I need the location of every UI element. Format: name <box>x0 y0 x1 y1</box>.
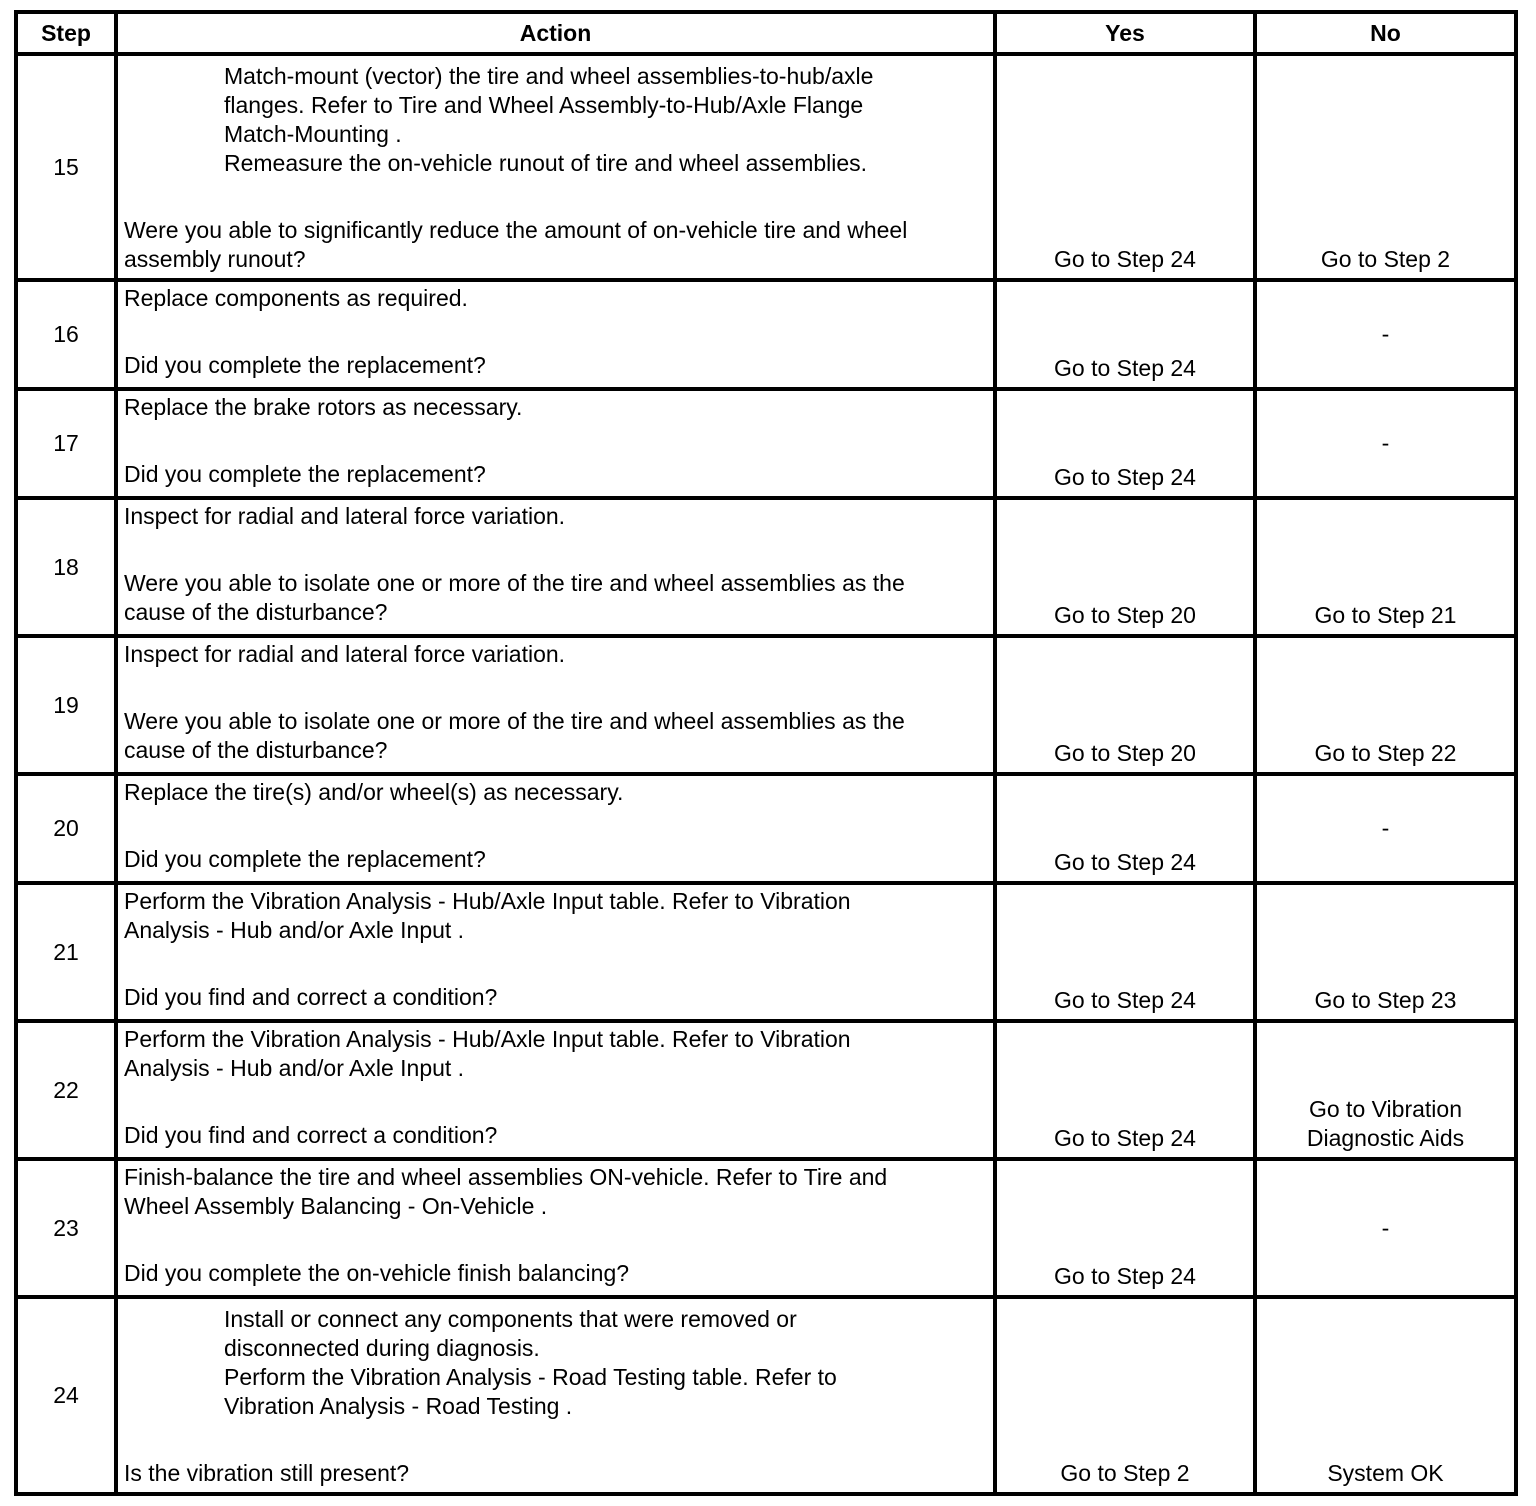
step-number: 19 <box>16 636 116 774</box>
question-line: Did you complete the replacement? <box>124 846 486 872</box>
action-line: Inspect for radial and lateral force variation. <box>124 641 566 667</box>
action-line: Match-Mounting . <box>224 121 402 147</box>
table-row <box>16 636 1516 774</box>
action-cell <box>116 1021 995 1159</box>
action-line: Analysis - Hub and/or Axle Input . <box>124 917 465 943</box>
action-line: Install or connect any components that were removed or <box>224 1306 797 1332</box>
yes-cell: Go to Step 24 <box>995 1159 1255 1297</box>
step-number: 24 <box>16 1297 116 1494</box>
step-number: 23 <box>16 1159 116 1297</box>
action-cell <box>116 1159 995 1297</box>
action-line: Wheel Assembly Balancing - On-Vehicle . <box>124 1193 548 1219</box>
table-row <box>16 1021 1516 1159</box>
yes-cell: Go to Step 20 <box>995 636 1255 774</box>
table-row <box>16 883 1516 1021</box>
yes-cell: Go to Step 24 <box>995 883 1255 1021</box>
yes-cell: Go to Step 20 <box>995 498 1255 636</box>
step-number: 20 <box>16 774 116 883</box>
yes-cell: Go to Step 24 <box>995 1021 1255 1159</box>
action-line: Replace the brake rotors as necessary. <box>124 394 523 420</box>
question-line: Did you find and correct a condition? <box>124 1122 498 1148</box>
yes-cell: Go to Step 2 <box>995 1297 1255 1494</box>
action-line: Perform the Vibration Analysis - Hub/Axle Input table. Refer to Vibration <box>124 1026 851 1052</box>
no-cell <box>1255 1021 1516 1159</box>
action-cell <box>116 636 995 774</box>
action-cell <box>116 1297 995 1494</box>
question-line: Is the vibration still present? <box>124 1460 410 1486</box>
no-cell: - <box>1255 280 1516 389</box>
action-indented-block <box>124 1305 987 1421</box>
header-step: Step <box>16 12 116 54</box>
action-cell <box>116 883 995 1021</box>
action-cell <box>116 498 995 636</box>
table-row <box>16 498 1516 636</box>
action-line: Analysis - Hub and/or Axle Input . <box>124 1055 465 1081</box>
question-line: Were you able to isolate one or more of the tire and wheel assemblies as the <box>124 708 905 734</box>
action-line: Inspect for radial and lateral force variation. <box>124 503 566 529</box>
step-number: 18 <box>16 498 116 636</box>
question-line: Were you able to isolate one or more of the tire and wheel assemblies as the <box>124 570 905 596</box>
no-cell: Go to Step 23 <box>1255 883 1516 1021</box>
step-number: 17 <box>16 389 116 498</box>
action-line: Replace the tire(s) and/or wheel(s) as necessary. <box>124 779 624 805</box>
action-line: disconnected during diagnosis. <box>224 1335 540 1361</box>
table-row <box>16 280 1516 389</box>
header-action: Action <box>116 12 995 54</box>
yes-cell: Go to Step 24 <box>995 280 1255 389</box>
yes-cell: Go to Step 24 <box>995 54 1255 280</box>
no-line: Diagnostic Aids <box>1306 1125 1465 1151</box>
question-line: assembly runout? <box>124 246 306 272</box>
question-line: Did you complete the replacement? <box>124 461 486 487</box>
action-indented-block <box>124 62 987 178</box>
action-line: flanges. Refer to Tire and Wheel Assembly-to-Hub/Axle Flange <box>224 92 864 118</box>
step-number: 16 <box>16 280 116 389</box>
action-line: Finish-balance the tire and wheel assemblies ON-vehicle. Refer to Tire and <box>124 1164 888 1190</box>
question-line: Did you find and correct a condition? <box>124 984 498 1010</box>
action-line: Perform the Vibration Analysis - Road Testing table. Refer to <box>224 1364 837 1390</box>
action-line: Match-mount (vector) the tire and wheel assemblies-to-hub/axle <box>224 63 874 89</box>
action-cell <box>116 389 995 498</box>
no-cell: Go to Step 2 <box>1255 54 1516 280</box>
question-line: Were you able to significantly reduce the amount of on-vehicle tire and wheel <box>124 217 908 243</box>
action-cell <box>116 54 995 280</box>
question-line: Did you complete the on-vehicle finish balancing? <box>124 1260 630 1286</box>
diagnostic-table <box>14 10 1518 1496</box>
header-no: No <box>1255 12 1516 54</box>
no-cell: Go to Step 22 <box>1255 636 1516 774</box>
table-row <box>16 774 1516 883</box>
header-yes: Yes <box>995 12 1255 54</box>
action-line: Remeasure the on-vehicle runout of tire and wheel assemblies. <box>224 150 868 176</box>
action-line: Perform the Vibration Analysis - Hub/Axle Input table. Refer to Vibration <box>124 888 851 914</box>
action-line: Vibration Analysis - Road Testing . <box>224 1393 573 1419</box>
question-line: Did you complete the replacement? <box>124 352 486 378</box>
no-cell: - <box>1255 774 1516 883</box>
action-cell <box>116 280 995 389</box>
yes-cell: Go to Step 24 <box>995 774 1255 883</box>
no-cell: - <box>1255 389 1516 498</box>
table-row <box>16 389 1516 498</box>
yes-cell: Go to Step 24 <box>995 389 1255 498</box>
question-line: cause of the disturbance? <box>124 599 388 625</box>
table-row <box>16 54 1516 280</box>
no-cell: Go to Step 21 <box>1255 498 1516 636</box>
no-cell: System OK <box>1255 1297 1516 1494</box>
step-number: 22 <box>16 1021 116 1159</box>
step-number: 21 <box>16 883 116 1021</box>
table-row <box>16 1159 1516 1297</box>
question-line: cause of the disturbance? <box>124 737 388 763</box>
no-line: Go to Vibration <box>1308 1096 1462 1122</box>
action-line: Replace components as required. <box>124 285 468 311</box>
step-number: 15 <box>16 54 116 280</box>
no-cell: - <box>1255 1159 1516 1297</box>
table-row <box>16 1297 1516 1494</box>
header-row <box>16 12 1516 54</box>
action-cell <box>116 774 995 883</box>
